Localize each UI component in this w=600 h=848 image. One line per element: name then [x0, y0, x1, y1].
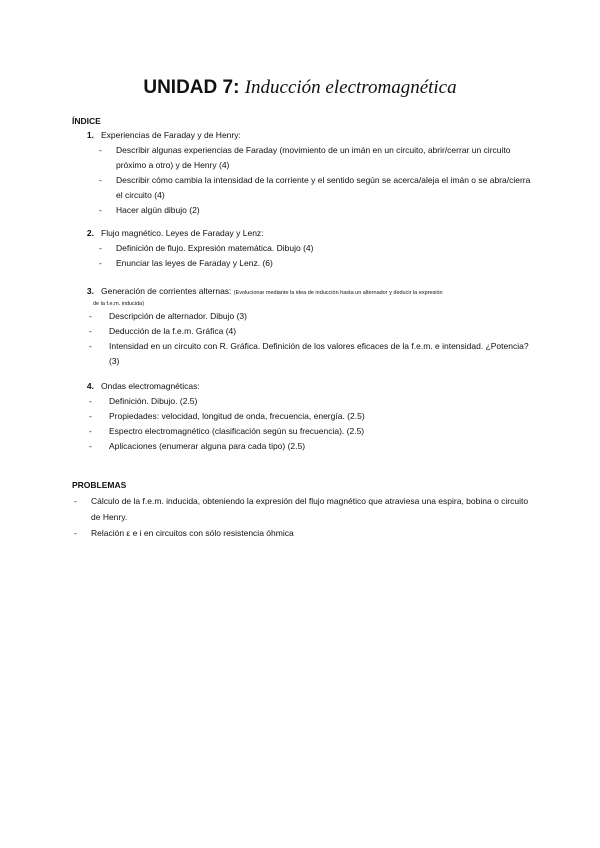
section-note: (Evolucionar mediante la idea de inducción hasta un alternador y deducir la expresión [233, 290, 443, 296]
title-topic: Inducción electromagnética [244, 77, 457, 98]
section-1 [72, 128, 532, 218]
section-number: 2. [86, 228, 94, 238]
section-number: 3. [86, 286, 94, 296]
list-item: - Describir cómo cambia la intensidad de la corriente y el sentido según se acerca/aleja el imán o se abra/cierra el circuito (4) [99, 175, 531, 200]
list-item: - Aplicaciones (enumerar alguna para cada tipo) (2.5) [89, 441, 306, 451]
section-title: Experiencias de Faraday y de Henry: [101, 130, 241, 140]
problems-section [72, 477, 532, 541]
list-item: - Definición. Dibujo. (2.5) [89, 396, 198, 406]
list-item: - Intensidad en un circuito con R. Gráfica. Definición de los valores eficaces de la f.e.m. e intensidad. ¿Potencia? (3) [89, 341, 529, 366]
section-note-continued: de la f.e.m. inducida) [93, 301, 145, 307]
list-item: - Propiedades: velocidad, longitud de onda, frecuencia, energía. (2.5) [89, 411, 365, 421]
problems-heading: PROBLEMAS [72, 480, 127, 490]
index-heading: ÍNDICE [72, 116, 101, 126]
page-title [0, 76, 600, 100]
list-item: - Hacer algún dibujo (2) [99, 205, 200, 215]
section-title: Generación de corrientes alternas: [101, 286, 232, 296]
section-number: 4. [86, 381, 94, 391]
list-item: - Relación ε e i en circuitos con sólo resistencia óhmica [74, 528, 294, 538]
list-item: - Descripción de alternador. Dibujo (3) [89, 311, 247, 321]
list-item: - Espectro electromagnético (clasificación según su frecuencia). (2.5) [89, 426, 365, 436]
section-number: 1. [86, 130, 94, 140]
list-item: - Deducción de la f.e.m. Gráfica (4) [89, 326, 237, 336]
section-4 [72, 379, 532, 454]
section-title: Ondas electromagnéticas: [101, 381, 200, 391]
list-item: - Definición de flujo. Expresión matemática. Dibujo (4) [99, 243, 314, 253]
list-item: - Describir algunas experiencias de Faraday (movimiento de un imán en un circuito, abrir/cerrar un circuito próximo a otro) y de Henry (4) [99, 145, 511, 170]
list-item: - Enunciar las leyes de Faraday y Lenz. (6) [99, 258, 273, 268]
section-title: Flujo magnético. Leyes de Faraday y Lenz: [101, 228, 264, 238]
section-3 [72, 284, 532, 369]
list-item: - Cálculo de la f.e.m. inducida, obteniendo la expresión del flujo magnético que atraviesa una espira, bobina o circuito de Henry. [74, 496, 529, 522]
title-unit: UNIDAD 7: [143, 77, 240, 98]
section-2 [72, 226, 532, 271]
